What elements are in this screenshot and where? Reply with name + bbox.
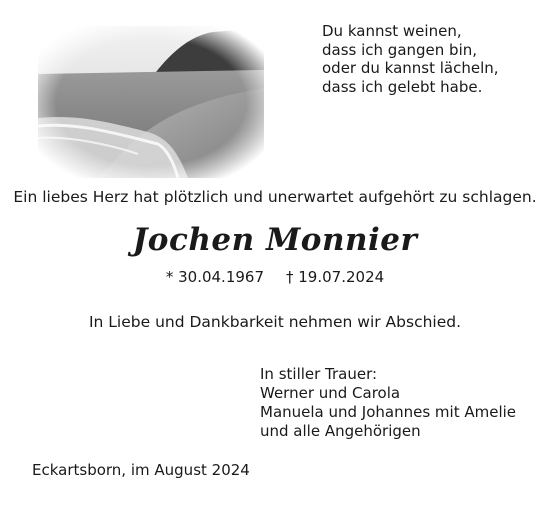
deceased-name: Jochen Monnier [132, 222, 418, 258]
poem-line: dass ich gelebt habe. [322, 77, 483, 96]
intro-text: Ein liebes Herz hat plötzlich und unerwartet aufgehört zu schlagen. [13, 188, 537, 206]
beach-photo-icon [38, 26, 264, 178]
mourner-line: und alle Angehörigen [260, 422, 421, 440]
place-date: Eckartsborn, im August 2024 [32, 461, 250, 479]
mourner-line: Manuela und Johannes mit Amelie [260, 403, 517, 421]
birth-date: * 30.04.1967 [165, 268, 264, 286]
mourners-block [260, 365, 516, 441]
farewell-text: In Liebe und Dankbarkeit nehmen wir Abschied. [88, 313, 462, 331]
death-date: † 19.07.2024 [286, 268, 385, 286]
mourner-line: Werner und Carola [260, 384, 401, 402]
poem-line: oder du kannst lächeln, [322, 59, 499, 77]
life-dates [0, 268, 550, 286]
mourners-heading: In stiller Trauer: [260, 365, 378, 383]
poem-line: Du kannst weinen, [322, 22, 462, 40]
poem [322, 22, 499, 96]
poem-line: dass ich gangen bin, [322, 40, 478, 59]
